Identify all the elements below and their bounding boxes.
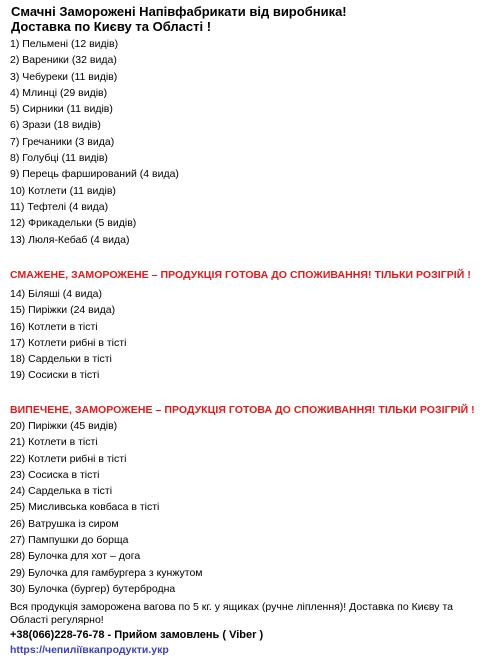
list-item: 11) Тефтелі (4 вида) [10, 200, 109, 213]
page-heading [11, 4, 347, 34]
list-item: 1) Пельмені (12 видів) [10, 38, 119, 50]
list-item: 30) Булочка (бургер) бутерброднa [10, 582, 176, 595]
list-item: 7) Гречаники (3 вида) [10, 135, 115, 148]
list-item: 13) Люля-Кебаб (4 вида) [10, 233, 130, 246]
heading-line-1: Смачні Заморожені Напівфабрикати від виробника! [11, 4, 347, 19]
heading-line-2: Доставка по Києву та Області ! [11, 19, 212, 34]
section-title-baked: ВИПЕЧЕНЕ, ЗАМОРОЖЕНЕ – ПРОДУКЦІЯ ГОТОВА ДО СПОЖИВАННЯ! ТІЛЬКИ РОЗІГРІЙ ! [10, 404, 475, 416]
list-item: 27) Пампушки до борща [10, 534, 129, 547]
list-item: 19) Сосиски в тісті [10, 369, 100, 382]
section-title-fried: СМАЖЕНЕ, ЗАМОРОЖЕНЕ – ПРОДУКЦІЯ ГОТОВА ДО СПОЖИВАННЯ! ТІЛЬКИ РОЗІГРІЙ ! [10, 269, 471, 281]
list-item: 4) Млинці (29 видів) [10, 86, 108, 99]
list-item: 12) Фрикадельки (5 видів) [10, 217, 137, 230]
list-item: 26) Ватрушка із сиром [10, 517, 119, 530]
list-item: 16) Котлети в тісті [10, 320, 98, 333]
footer-note: Вся продукція заморожена вагова по 5 кг. у ящиках (ручне ліплення)! Доставка по Києву та Області регулярно! [10, 601, 453, 626]
list-item: 23) Сосиска в тісті [10, 468, 100, 481]
list-item: 24) Сарделька в тісті [10, 485, 113, 498]
list-item: 21) Котлети в тісті [10, 436, 98, 449]
list-item: 20) Пиріжки (45 видів) [10, 420, 118, 432]
list-item: 29) Булочка для гамбургера з кунжутом [10, 566, 203, 579]
list-item: 15) Пиріжки (24 вида) [10, 304, 116, 317]
list-item: 25) Мисливська ковбаса в тісті [10, 501, 160, 514]
list-item: 17) Котлети рибні в тісті [10, 336, 127, 349]
product-list-fried [10, 286, 126, 384]
list-item: 22) Котлети рибні в тісті [10, 452, 127, 465]
website-link[interactable]: https://чепиліївкапродукти.укр [10, 644, 169, 656]
list-item: 28) Булочка для хот – дога [10, 550, 141, 563]
list-item: 10) Котлети (11 видів) [10, 184, 116, 197]
product-list-baked [10, 418, 203, 597]
list-item: 8) Голубці (11 видів) [10, 152, 108, 165]
list-item: 3) Чебуреки (11 видів) [10, 70, 118, 83]
list-item: 18) Сардельки в тісті [10, 353, 112, 366]
list-item: 9) Перець фарширований (4 вида) [10, 168, 179, 181]
list-item: 5) Сирники (11 видів) [10, 103, 113, 116]
list-item: 6) Зрази (18 видів) [10, 119, 101, 132]
list-item: 2) Вареники (32 вида) [10, 54, 117, 67]
product-list-frozen [10, 36, 179, 248]
contact-phone: +38(066)228-76-78 - Прийом замовлень ( Viber ) [10, 629, 264, 641]
list-item: 14) Біляші (4 вида) [10, 288, 102, 300]
